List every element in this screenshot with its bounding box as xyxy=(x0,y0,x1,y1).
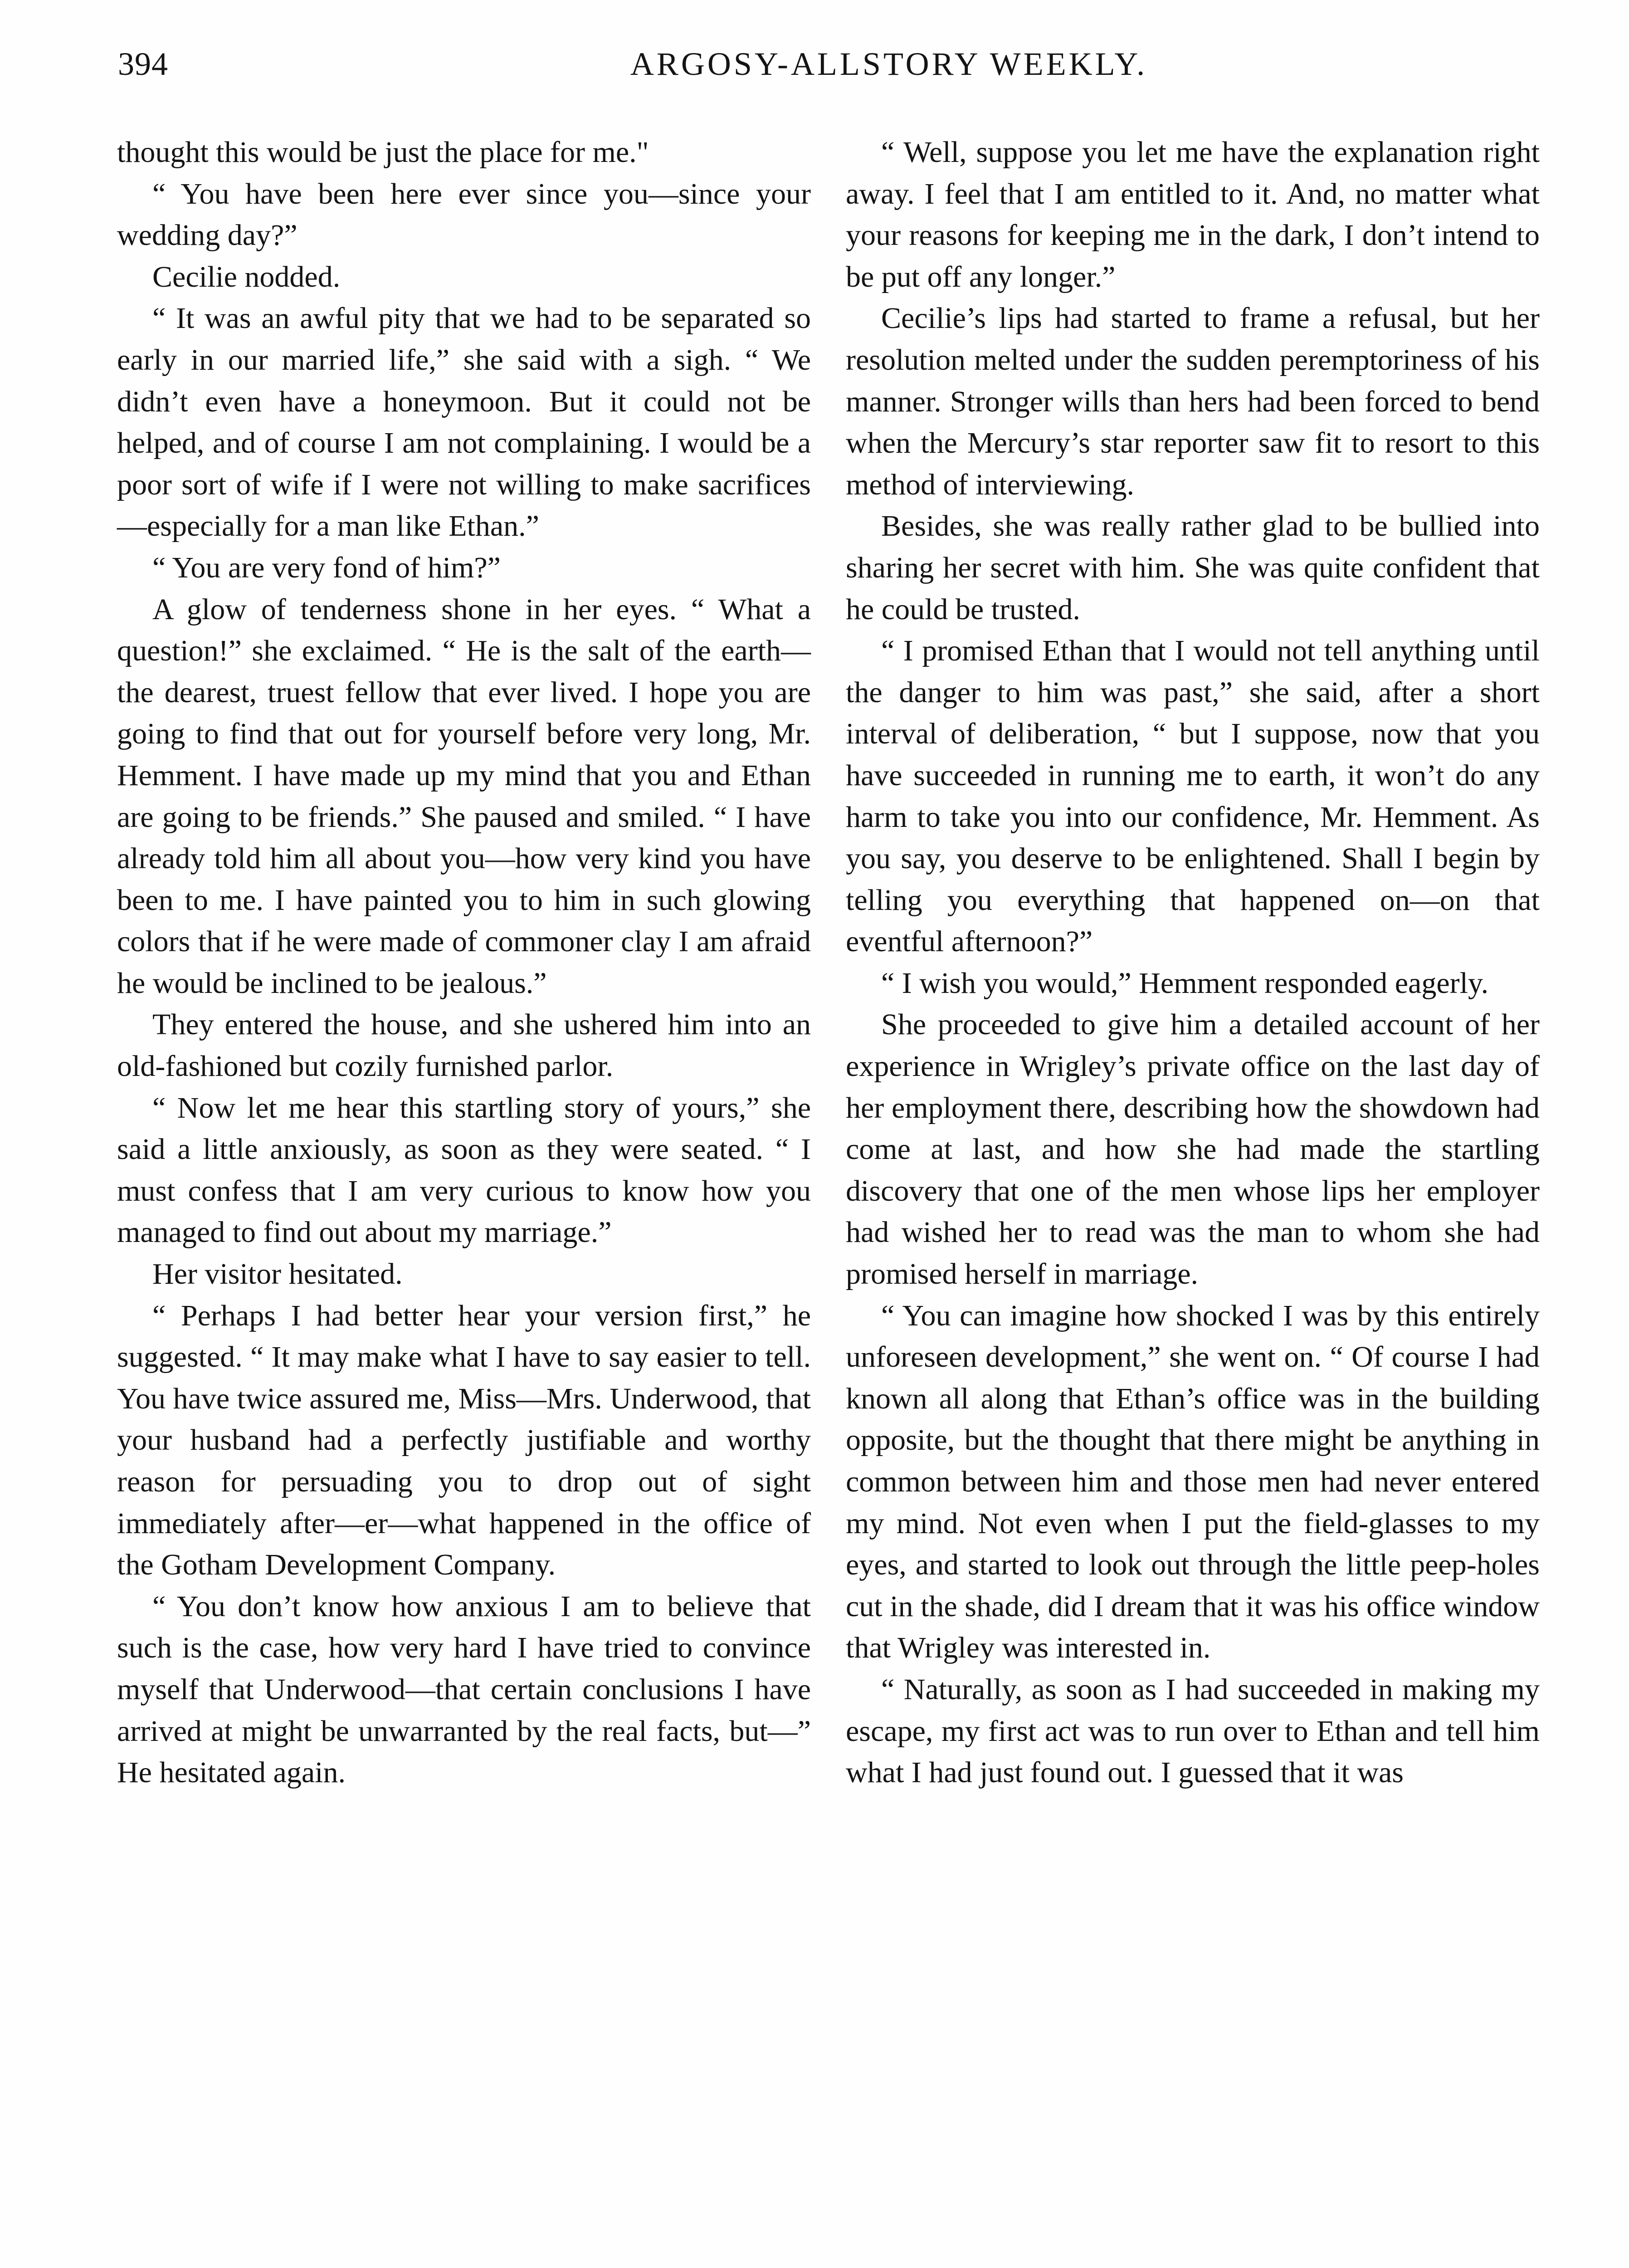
paragraph: “ Perhaps I had better hear your version first,” he suggested. “ It may make what I have to say easier to tell. You have twice assured me, Miss—Mrs. Underwood, that your husband had a perfectly justifiable and worthy reason for persuading you to drop out of sight immediately after—er—what happened in the office of the Gotham Development Company. xyxy=(117,1299,811,1582)
running-head: ARGOSY-ALLSTORY WEEKLY. xyxy=(630,46,1148,82)
left-column xyxy=(117,132,811,1794)
paragraph: “ You have been here ever since you—since your wedding day?” xyxy=(117,177,811,252)
paragraph: “ Now let me hear this startling story of yours,” she said a little anxiously, as soon as they were seated. “ I must confess that I am very curious to know how you managed to find out about my marriage.” xyxy=(117,1091,811,1249)
paragraph: Cecilie nodded. xyxy=(152,260,341,293)
paragraph: thought this would be just the place for me." xyxy=(117,136,649,169)
paragraph: “ Well, suppose you let me have the explanation right away. I feel that I am entitled to it. And, no matter what your reasons for keeping me in the dark, I don’t intend to be put off any longer.” xyxy=(846,136,1540,293)
page-number: 394 xyxy=(118,46,168,82)
paragraph: “ Naturally, as soon as I had succeeded in making my escape, my first act was to run over to Ethan and tell him what I had just found out. I guessed that it was xyxy=(846,1672,1540,1789)
paragraph: She proceeded to give him a detailed account of her experience in Wrigley’s private office on the last day of her employment there, describing how the showdown had come at last, and how she had made the startling discovery that one of the men whose lips her employer had wished her to read was the man to whom she had promised herself in marriage. xyxy=(846,1008,1540,1291)
paragraph: They entered the house, and she ushered him into an old-fashioned but cozily furnished parlor. xyxy=(117,1008,811,1083)
paragraph: “ It was an awful pity that we had to be separated so early in our married life,” she said with a sigh. “ We didn’t even have a honeymoon. But it could not be helped, and of course I am not complaining. I would be a poor sort of wife if I were not willing to make sacrifices—especially for a man like Ethan.” xyxy=(117,302,811,543)
paragraph: Besides, she was really rather glad to be bullied into sharing her secret with him. She was quite confident that he could be trusted. xyxy=(846,509,1540,626)
paragraph: “ I promised Ethan that I would not tell anything until the danger to him was past,” she said, after a short interval of deliberation, “ but I suppose, now that you have succeeded in running me to earth, it won’t do any harm to take you into our confidence, Mr. Hemment. As you say, you deserve to be enlightened. Shall I begin by telling you everything that happened on—on that eventful afternoon?” xyxy=(846,634,1540,958)
paragraph: A glow of tenderness shone in her eyes. “ What a question!” she exclaimed. “ He is the salt of the earth—the dearest, truest fellow that ever lived. I hope you are going to find that out for yourself before very long, Mr. Hemment. I have made up my mind that you and Ethan are going to be friends.” She paused and smiled. “ I have already told him all about you—how very kind you have been to me. I have painted you to him in such glowing colors that if he were made of commoner clay I am afraid he would be inclined to be jealous.” xyxy=(117,592,811,1000)
paragraph: Her visitor hesitated. xyxy=(152,1257,403,1291)
paragraph: “ You are very fond of him?” xyxy=(152,551,501,584)
paragraph: “ I wish you would,” Hemment responded eagerly. xyxy=(881,966,1489,1000)
paragraph: Cecilie’s lips had started to frame a refusal, but her resolution melted under the sudden peremptoriness of his manner. Stronger wills than hers had been forced to bend when the Mercury’s star reporter saw fit to resort to this method of interviewing. xyxy=(846,302,1540,501)
page-header xyxy=(118,45,1551,100)
right-column xyxy=(846,132,1540,1794)
paragraph: “ You don’t know how anxious I am to believe that such is the case, how very hard I have tried to convince myself that Underwood—that certain conclusions I have arrived at might be unwarranted by the real facts, but—” He hesitated again. xyxy=(117,1589,811,1789)
paragraph: “ You can imagine how shocked I was by this entirely unforeseen development,” she went on. “ Of course I had known all along that Ethan’s office was in the building opposite, but the thought that there might be anything in common between him and those men had never entered my mind. Not even when I put the field-glasses to my eyes, and started to look out through the little peep-holes cut in the shade, did I dream that it was his office window that Wrigley was interested in. xyxy=(846,1299,1540,1665)
